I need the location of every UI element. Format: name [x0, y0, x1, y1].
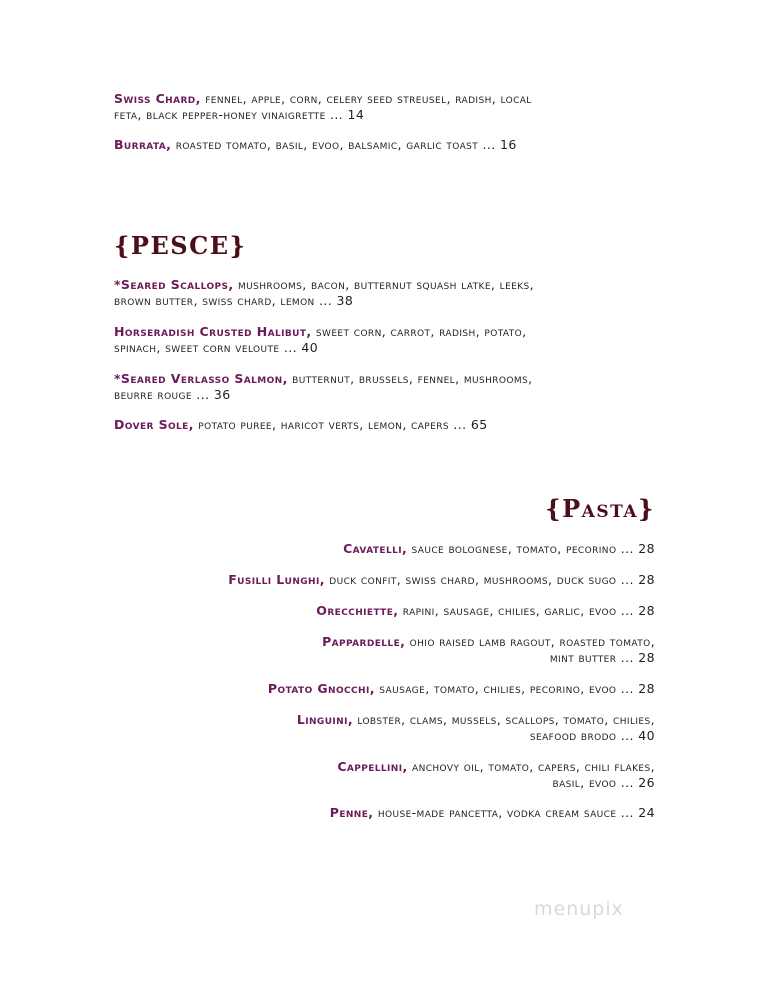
item-description: duck confit, swiss chard, mushrooms, duck sugo ... 28	[329, 572, 655, 587]
item-description: potato puree, haricot verts, lemon, capers ... 65	[198, 417, 488, 432]
item-description-cont: basil, evoo ... 26	[552, 775, 655, 790]
menu-item-orecchiette	[95, 603, 655, 619]
item-description-cont: feta, black pepper-honey vinaigrette ... 14	[114, 107, 365, 122]
menu-item-cappellini	[95, 759, 655, 791]
menu-item-dover-sole	[114, 417, 674, 433]
item-description-cont: mint butter ... 28	[549, 650, 655, 665]
menu-item-potato-gnocchi	[95, 681, 655, 697]
item-name: Orecchiette,	[316, 603, 399, 618]
menu-item-seared-scallops	[114, 277, 674, 309]
item-description: fennel, apple, corn, celery seed streusel, radish, local	[205, 91, 532, 106]
menu-item-salmon	[114, 371, 674, 403]
menu-item-linguini	[95, 712, 655, 744]
item-description: butternut, brussels, fennel, mushrooms,	[292, 371, 533, 386]
item-name: Penne,	[329, 805, 374, 820]
menu-item-burrata	[114, 137, 674, 153]
section-heading-pesce: {PESCE}	[114, 231, 247, 260]
item-name: Cappellini,	[337, 759, 408, 774]
watermark-logo: menupix	[534, 898, 624, 920]
item-name: Horseradish Crusted Halibut,	[114, 324, 312, 339]
item-name: *Seared Scallops,	[114, 277, 234, 292]
menu-item-penne	[95, 805, 655, 821]
item-description-cont: brown butter, swiss chard, lemon ... 38	[114, 293, 354, 308]
item-description: sausage, tomato, chilies, pecorino, evoo ... 28	[379, 681, 655, 696]
item-description: lobster, clams, mussels, scallops, tomato, chilies,	[357, 712, 655, 727]
item-name: Fusilli Lunghi,	[228, 572, 325, 587]
item-description: roasted tomato, basil, evoo, balsamic, garlic toast ... 16	[175, 137, 517, 152]
item-name: Linguini,	[296, 712, 353, 727]
menu-item-cavatelli	[95, 541, 655, 557]
item-name: Pappardelle,	[322, 634, 406, 649]
item-description: ohio raised lamb ragout, roasted tomato,	[409, 634, 655, 649]
item-description: rapini, sausage, chilies, garlic, evoo ... 28	[402, 603, 655, 618]
item-name: *Seared Verlasso Salmon,	[114, 371, 288, 386]
item-name: Swiss Chard,	[114, 91, 201, 106]
item-description-cont: spinach, sweet corn veloute ... 40	[114, 340, 319, 355]
item-name: Potato Gnocchi,	[267, 681, 375, 696]
section-heading-pasta: {Pasta}	[545, 494, 655, 523]
menu-item-pappardelle	[95, 634, 655, 666]
item-description: sweet corn, carrot, radish, potato,	[315, 324, 527, 339]
item-description-cont: beurre rouge ... 36	[114, 387, 231, 402]
menu-item-fusilli-lunghi	[95, 572, 655, 588]
menu-item-swiss-chard	[114, 91, 674, 123]
menu-item-halibut	[114, 324, 674, 356]
item-description: house-made pancetta, vodka cream sauce ... 24	[377, 805, 655, 820]
item-description: sauce bolognese, tomato, pecorino ... 28	[411, 541, 655, 556]
item-name: Cavatelli,	[343, 541, 408, 556]
item-name: Dover Sole,	[114, 417, 194, 432]
item-description: anchovy oil, tomato, capers, chili flakes,	[412, 759, 655, 774]
item-description-cont: seafood brodo ... 40	[529, 728, 655, 743]
item-description: mushrooms, bacon, butternut squash latke, leeks,	[237, 277, 535, 292]
item-name: Burrata,	[114, 137, 172, 152]
